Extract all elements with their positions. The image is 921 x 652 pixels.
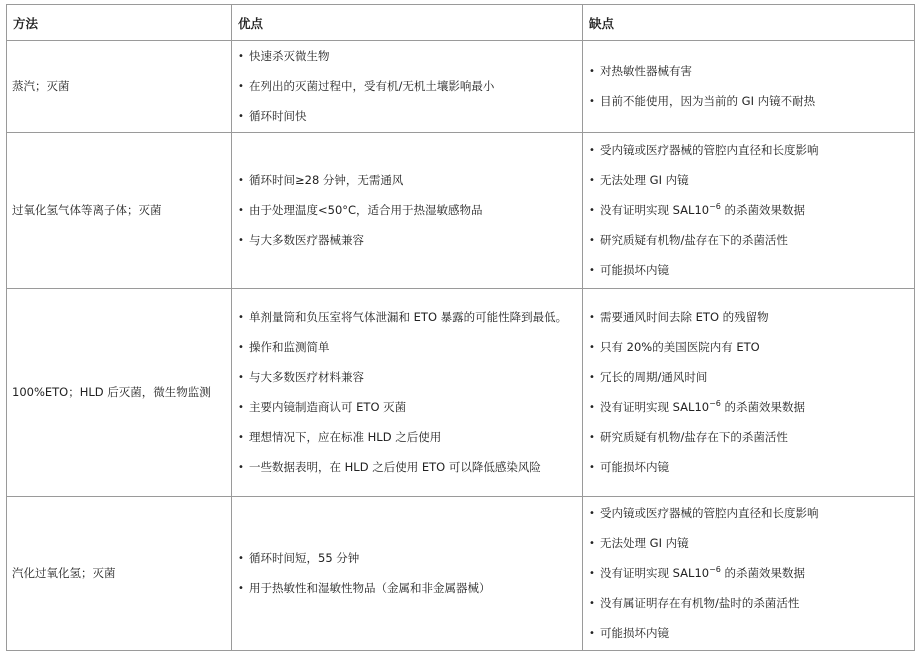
list-item [588, 309, 909, 326]
list-item [237, 550, 577, 567]
bullet-icon: • [589, 402, 595, 413]
bullet-icon: • [238, 402, 244, 413]
pros-cell [232, 289, 583, 497]
list-item-text: 的杀菌效果数据 [720, 400, 806, 414]
cons-cell [583, 289, 915, 497]
list-item [237, 429, 577, 446]
list-item-text: 研究质疑有机物/盐存在下的杀菌活性 [600, 430, 788, 444]
table-row [7, 133, 915, 289]
list-item-text: 循环时间快 [249, 109, 307, 123]
list-item [588, 399, 909, 416]
bullet-icon: • [238, 553, 244, 564]
list-item [588, 142, 909, 159]
bullet-icon: • [589, 205, 595, 216]
list-item-text: 单剂量筒和负压室将气体泄漏和 ETO 暴露的可能性降到最低。 [249, 310, 568, 324]
bullet-icon: • [589, 96, 595, 107]
list-item [237, 399, 577, 416]
list-item-text: 快速杀灭微生物 [249, 49, 330, 63]
list-item-text: 可能损坏内镜 [600, 460, 669, 474]
pros-cell [232, 497, 583, 651]
bullet-icon: • [238, 175, 244, 186]
list-item-text: 目前不能使用，因为当前的 GI 内镜不耐热 [600, 94, 816, 108]
cons-cell [583, 41, 915, 133]
exponent: −6 [709, 565, 721, 575]
list-item-text: 的杀菌效果数据 [720, 203, 806, 217]
pros-cell [232, 41, 583, 133]
list-item [237, 232, 577, 249]
list-item-text: 理想情况下，应在标准 HLD 之后使用 [249, 430, 442, 444]
bullet-icon: • [589, 372, 595, 383]
list-item [588, 339, 909, 356]
list-item-text: 受内镜或医疗器械的管腔内直径和长度影响 [600, 506, 819, 520]
pros-list [237, 309, 577, 476]
bullet-icon: • [589, 628, 595, 639]
pros-list [237, 550, 577, 597]
method-cell: 过氧化氢气体等离子体；灭菌 [7, 133, 232, 289]
list-item-text: 可能损坏内镜 [600, 626, 669, 640]
header-pros: 优点 [232, 5, 583, 41]
bullet-icon: • [589, 312, 595, 323]
bullet-icon: • [589, 235, 595, 246]
list-item [588, 93, 909, 110]
bullet-icon: • [589, 538, 595, 549]
header-method: 方法 [7, 5, 232, 41]
bullet-icon: • [238, 462, 244, 473]
list-item [237, 309, 577, 326]
list-item [588, 262, 909, 279]
list-item [588, 232, 909, 249]
bullet-icon: • [238, 342, 244, 353]
table-row [7, 41, 915, 133]
sterilization-methods-table [6, 4, 915, 651]
list-item-text: 没有证明实现 SAL10 [600, 566, 710, 580]
list-item [237, 580, 577, 597]
list-item [588, 429, 909, 446]
exponent: −6 [709, 202, 721, 212]
cons-list [588, 309, 909, 476]
bullet-icon: • [238, 432, 244, 443]
list-item-text: 的杀菌效果数据 [720, 566, 806, 580]
table-row [7, 497, 915, 651]
list-item [588, 202, 909, 219]
bullet-icon: • [589, 342, 595, 353]
pros-list [237, 172, 577, 249]
list-item [588, 63, 909, 80]
bullet-icon: • [238, 111, 244, 122]
list-item-text: 对热敏性器械有害 [600, 64, 692, 78]
method-cell: 100%ETO；HLD 后灭菌，微生物监测 [7, 289, 232, 497]
list-item [588, 565, 909, 582]
list-item [588, 535, 909, 552]
bullet-icon: • [589, 432, 595, 443]
list-item-text: 无法处理 GI 内镜 [600, 536, 689, 550]
bullet-icon: • [238, 372, 244, 383]
list-item-text: 主要内镜制造商认可 ETO 灭菌 [249, 400, 407, 414]
list-item-text: 由于处理温度<50°C，适合用于热湿敏感物品 [249, 203, 483, 217]
bullet-icon: • [238, 81, 244, 92]
list-item [237, 459, 577, 476]
list-item-text: 在列出的灭菌过程中，受有机/无机土壤影响最小 [249, 79, 495, 93]
list-item [237, 108, 577, 125]
list-item-text: 研究质疑有机物/盐存在下的杀菌活性 [600, 233, 788, 247]
list-item [588, 459, 909, 476]
bullet-icon: • [589, 568, 595, 579]
list-item-text: 没有属证明存在有机物/盐时的杀菌活性 [600, 596, 800, 610]
bullet-icon: • [238, 235, 244, 246]
list-item-text: 没有证明实现 SAL10 [600, 203, 710, 217]
cons-list [588, 63, 909, 110]
pros-list [237, 48, 577, 125]
cons-list [588, 505, 909, 642]
list-item-text: 无法处理 GI 内镜 [600, 173, 689, 187]
list-item [237, 202, 577, 219]
list-item-text: 用于热敏性和湿敏性物品（金属和非金属器械） [249, 581, 491, 595]
method-cell: 蒸汽；灭菌 [7, 41, 232, 133]
list-item-text: 循环时间≥28 分钟，无需通风 [249, 173, 404, 187]
list-item [237, 78, 577, 95]
bullet-icon: • [238, 205, 244, 216]
list-item-text: 循环时间短，55 分钟 [249, 551, 360, 565]
list-item-text: 与大多数医疗器械兼容 [249, 233, 364, 247]
list-item [237, 339, 577, 356]
list-item [237, 369, 577, 386]
header-cons: 缺点 [583, 5, 915, 41]
pros-cell [232, 133, 583, 289]
bullet-icon: • [589, 66, 595, 77]
list-item [588, 172, 909, 189]
cons-cell [583, 133, 915, 289]
list-item [588, 625, 909, 642]
bullet-icon: • [589, 508, 595, 519]
list-item-text: 一些数据表明，在 HLD 之后使用 ETO 可以降低感染风险 [249, 460, 541, 474]
list-item-text: 可能损坏内镜 [600, 263, 669, 277]
list-item [237, 48, 577, 65]
table-row [7, 289, 915, 497]
bullet-icon: • [589, 462, 595, 473]
list-item-text: 与大多数医疗材料兼容 [249, 370, 364, 384]
list-item [588, 369, 909, 386]
list-item-text: 操作和监测简单 [249, 340, 330, 354]
bullet-icon: • [589, 145, 595, 156]
list-item-text: 冗长的周期/通风时间 [600, 370, 708, 384]
list-item [588, 505, 909, 522]
bullet-icon: • [589, 175, 595, 186]
list-item-text: 只有 20%的美国医院内有 ETO [600, 340, 760, 354]
list-item [588, 595, 909, 612]
bullet-icon: • [238, 51, 244, 62]
cons-cell [583, 497, 915, 651]
method-cell: 汽化过氧化氢；灭菌 [7, 497, 232, 651]
bullet-icon: • [589, 265, 595, 276]
list-item [237, 172, 577, 189]
list-item-text: 需要通风时间去除 ETO 的残留物 [600, 310, 769, 324]
bullet-icon: • [589, 598, 595, 609]
bullet-icon: • [238, 312, 244, 323]
cons-list [588, 142, 909, 279]
bullet-icon: • [238, 583, 244, 594]
exponent: −6 [709, 399, 721, 409]
header-row [7, 5, 915, 41]
list-item-text: 受内镜或医疗器械的管腔内直径和长度影响 [600, 143, 819, 157]
list-item-text: 没有证明实现 SAL10 [600, 400, 710, 414]
